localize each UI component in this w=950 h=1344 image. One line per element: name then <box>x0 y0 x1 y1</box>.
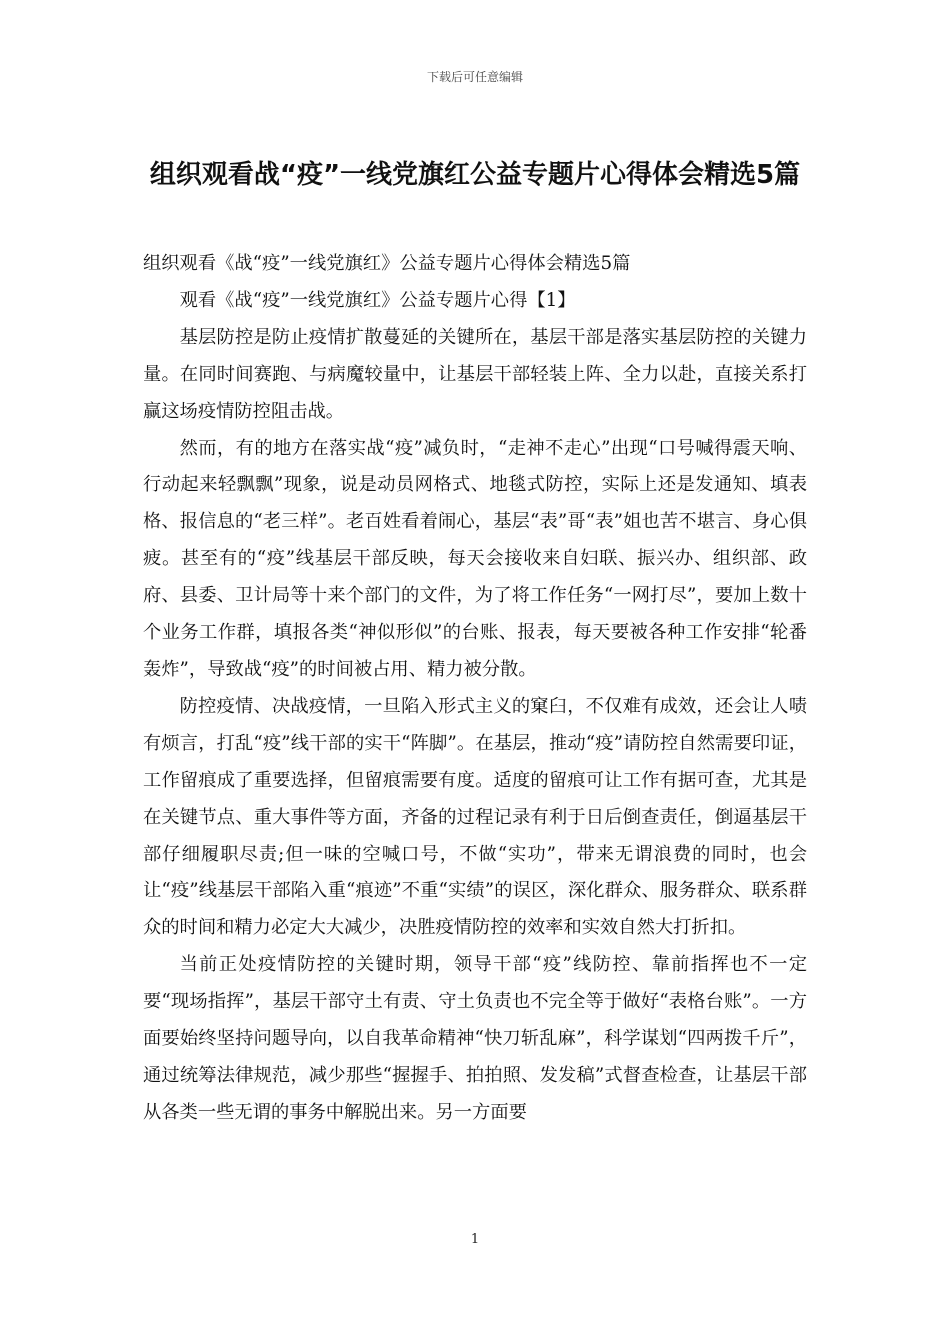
body-paragraph: 防控疫情、决战疫情，一旦陷入形式主义的窠臼，不仅难有成效，还会让人啧有烦言，打乱“疫”线干部的实干“阵脚”。在基层，推动“疫”请防控自然需要印证，工作留痕成了重要选择，但留痕需要有度。适度的留痕可让工作有据可查，尤其是在关键节点、重大事件等方面，齐备的过程记录有利于日后倒查责任，倒逼基层干部仔细履职尽责;但一味的空喊口号，不做“实功”，带来无谓浪费的同时，也会让“疫”线基层干部陷入重“痕迹”不重“实绩”的误区，深化群众、服务群众、联系群众的时间和精力必定大大减少，决胜疫情防控的效率和实效自然大打折扣。 <box>143 695 807 939</box>
page-header-note: 下载后可任意编辑 <box>426 70 523 84</box>
page-number: 1 <box>470 1232 480 1247</box>
document-title: 组织观看战“疫”一线党旗红公益专题片心得体会精选5篇 <box>149 160 801 190</box>
body-paragraph: 当前正处疫情防控的关键时期，领导干部“疫”线防控、靠前指挥也不一定要“现场指挥”，基层干部守土有责、守土负责也不完全等于做好“表格台账”。一方面要始终坚持问题导向，以自我革命精神“快刀斩乱麻”，科学谋划“四两拨千斤”，通过统筹法律规范，减少那些“握握手、拍拍照、发发稿”式督查检查，让基层干部从各类一些无谓的事务中解脱出来。另一方面要 <box>143 954 807 1123</box>
document-subtitle: 组织观看《战“疫”一线党旗红》公益专题片心得体会精选5篇 <box>143 253 631 274</box>
body-paragraph: 然而，有的地方在落实战“疫”减负时，“走神不走心”出现“口号喊得震天响、行动起来轻飘飘”现象，说是动员网格式、地毯式防控，实际上还是发通知、填表格、报信息的“老三样”。老百姓看着闹心，基层“表”哥“表”姐也苦不堪言、身心俱疲。甚至有的“疫”线基层干部反映，每天会接收来自妇联、振兴办、组织部、政府、县委、卫计局等十来个部门的文件，为了将工作任务“一网打尽”，要加上数十个业务工作群，填报各类“神似形似”的台账、报表，每天要被各种工作安排“轮番轰炸”，导致战“疫”的时间被占用、精力被分散。 <box>143 437 807 680</box>
section-heading: 观看《战“疫”一线党旗红》公益专题片心得【1】 <box>179 289 576 311</box>
document-body <box>143 246 807 1132</box>
body-paragraph: 基层防控是防止疫情扩散蔓延的关键所在，基层干部是落实基层防控的关键力量。在同时间赛跑、与病魔较量中，让基层干部轻装上阵、全力以赴，直接关系打赢这场疫情防控阻击战。 <box>143 326 807 422</box>
